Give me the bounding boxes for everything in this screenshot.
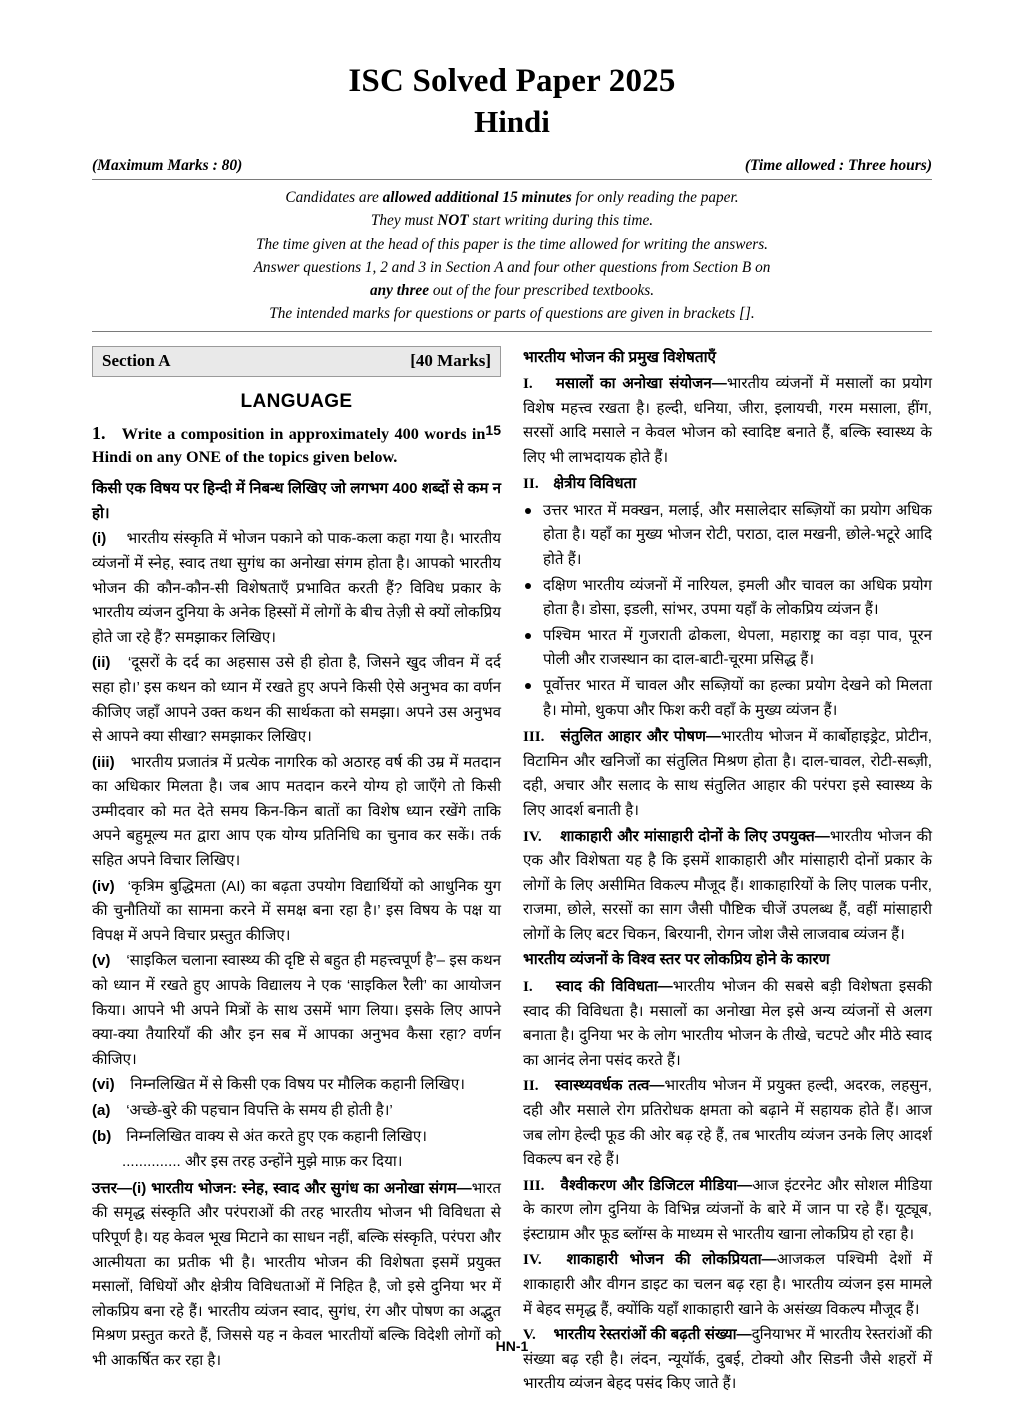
answer-intro-text: भारत की समृद्ध संस्कृति और परंपराओं की तरह भारतीय भोजन भी विविधता से परिपूर्ण है। यह केवल भूख मिटाने का साधन नहीं, बल्कि संस्कृति, परंपरा और आत्मीयता का प्रतीक भी है। भारतीय भोजन की विशेषता इसमें प्रयुक्त मसालों, विधियों और क्षेत्रीय विविधताओं में निहित है, जो इसे दुनिया भर में लोकप्रिय बना रहे हैं। भारतीय व्यंजन स्वाद, सुगंध, रंग और पोषण का अद्भुत मिश्रण प्रस्तुत करते हैं, जिससे यह न केवल भारतीयों बल्कि विदेशी लोगों को भी आकर्षित कर रहा है। xyxy=(92,1179,501,1369)
question-1-marks: 15 xyxy=(485,421,501,438)
instruction-line-2: They must NOT start writing during this time. xyxy=(370,212,654,230)
reason-point-4 xyxy=(523,1248,932,1322)
left-column xyxy=(92,346,501,1374)
right-column xyxy=(523,346,932,1398)
feature-dash-1: — xyxy=(711,375,727,393)
topic-text-ii: ‘दूसरों के दर्द का अहसास उसे ही होता है, जिसने खुद जीवन में दर्द सहा हो।’ इस कथन को ध्यान में रखते हुए अपने किसी ऐसे अनुभव का वर्णन कीजिए जहाँ आपने उक्त कथन की सार्थकता को समझा। अपने उस अनुभव से आपने क्या सीखा? समझाकर लिखिए। xyxy=(92,654,501,746)
time-allowed-label: (Time allowed : Three hours) xyxy=(744,157,932,175)
regional-title: क्षेत्रीय विविधता xyxy=(553,475,637,493)
sub-topic-item-b xyxy=(92,1125,501,1150)
sub-topic-text-b: निम्नलिखित वाक्य से अंत करते हुए एक कहानी लिखिए। xyxy=(126,1127,427,1145)
section-marks: [40 Marks] xyxy=(410,350,491,370)
regional-number: II. xyxy=(523,475,539,493)
feature-text-3: भारतीय भोजन में कार्बोहाइड्रेट, प्रोटीन, विटामिन और खनिजों का संतुलित मिश्रण होता है। दाल-चावल, रोटी-सब्ज़ी, दही, अचार और सलाद के साथ संतुलित आहार की परंपरा इसे स्वास्थ्य के लिए आदर्श बनाती है। xyxy=(523,728,932,819)
topic-label-iv: (iv) xyxy=(92,877,115,895)
section-a-bar xyxy=(92,346,501,377)
topic-item-iv xyxy=(92,875,501,949)
question-1-number: 1. xyxy=(92,422,106,443)
answer-title-dash: — xyxy=(456,1179,472,1197)
feature-bold-3: संतुलित आहार और पोषण xyxy=(560,728,706,746)
topic-item-ii xyxy=(92,651,501,749)
feature-text-4: भारतीय भोजन की एक और विशेषता यह है कि इसमें शाकाहारी और मांसाहारी दोनों प्रकार के लोगों के लिए असीमित विकल्प मौजूद हैं। शाकाहारियों के लिए पालक पनीर, राजमा, छोले, सरसों का साग जैसी पौष्टिक चीजें उपलब्ध हैं, वहीं मांसाहारी लोगों के लिए बटर चिकन, बिरयानी, रोगन जोश जैसे लाजवाब व्यंजन हैं। xyxy=(523,827,932,943)
question-1-english: Write a composition in approximately 400 words in Hindi on any ONE of the topics given below. xyxy=(92,424,486,467)
topic-label-i: (i) xyxy=(92,530,107,548)
feature-dash-3: — xyxy=(705,728,721,746)
section-label: Section A xyxy=(102,350,171,370)
reason-number-1: I. xyxy=(523,978,533,995)
topic-text-iv: ‘कृत्रिम बुद्धिमता (AI) का बढ़ता उपयोग विद्यार्थियों को आधुनिक युग की चुनौतियों का सामना करने में समक्ष बना रहा है।’ इस विषय के पक्ष या विपक्ष में अपने विचार प्रस्तुत कीजिए। xyxy=(92,877,501,944)
page-title: ISC Solved Paper 2025 xyxy=(348,63,676,99)
popularity-heading: भारतीय व्यंजनों के विश्व स्तर पर लोकप्रिय होने के कारण xyxy=(523,951,830,969)
topic-item-vi xyxy=(92,1073,501,1098)
reason-point-1 xyxy=(523,975,932,1073)
header-divider-top xyxy=(92,179,932,180)
topic-label-vi: (vi) xyxy=(92,1076,115,1094)
feature-bold-4: शाकाहारी और मांसाहारी दोनों के लिए उपयुक्त xyxy=(560,827,815,845)
reason-dash-4: — xyxy=(761,1251,777,1269)
topic-label-iii: (iii) xyxy=(92,753,115,771)
topic-item-v xyxy=(92,949,501,1072)
page-header xyxy=(0,0,1024,332)
feature-number-3: III. xyxy=(523,729,545,746)
page-footer xyxy=(0,1338,1024,1354)
answer-title: भारतीय भोजन: स्नेह, स्वाद और सुगंध का अनोखा संगम xyxy=(151,1179,457,1197)
instruction-line-1: Candidates are allowed additional 15 minutes for only reading the paper. xyxy=(285,189,739,207)
topic-text-vi: निम्नलिखित में से किसी एक विषय पर मौलिक कहानी लिखिए। xyxy=(130,1076,465,1094)
list-item: उत्तर भारत में मक्खन, मलाई, और मसालेदार सब्ज़ियों का प्रयोग अधिक होता है। यहाँ का मुख्य भोजन रोटी, पराठा, दाल मखनी, छोले-भटूरे आदि होते हैं। xyxy=(523,499,932,573)
features-heading: भारतीय भोजन की प्रमुख विशेषताएँ xyxy=(523,348,717,366)
reason-number-3: III. xyxy=(523,1177,545,1194)
list-item: पूर्वोत्तर भारत में चावल और सब्ज़ियों का हल्का प्रयोग देखने को मिलता है। मोमो, थुकपा और फिश करी वहाँ के मुख्य व्यंजन हैं। xyxy=(523,674,932,723)
question-1-prompt xyxy=(92,421,501,470)
reason-number-5: V. xyxy=(523,1327,536,1344)
feature-point-1 xyxy=(523,372,932,470)
maximum-marks-label: (Maximum Marks : 80) xyxy=(92,157,243,175)
feature-dash-4: — xyxy=(814,827,830,845)
reason-bold-4: शाकाहारी भोजन की लोकप्रियता xyxy=(566,1251,762,1269)
topic-label-v: (v) xyxy=(92,952,111,970)
topic-text-iii: भारतीय प्रजातंत्र में प्रत्येक नागरिक को अठारह वर्ष की उम्र में मतदान का अधिकार मिलता है। जब आप मतदान करने योग्य हो जाएँगे तो किसी उम्मीदवार को मत देते समय किन-किन बातों का विशेष ध्यान रखेंगे ताकि अपने बहुमूल्य मत द्वारा आप एक योग्य प्रतिनिधि का चुनाव कर सकें। तर्क सहित अपने विचार लिखिए। xyxy=(92,753,501,870)
reason-text-1: भारतीय भोजन की सबसे बड़ी विशेषता इसकी स्वाद की विविधता है। मसालों का अनोखा मेल इसे अन्य व्यंजनों से अलग बनाता है। दुनिया भर के लोग भारतीय भोजन के तीखे, चटपटे और मीठे स्वाद का आनंद लेना पसंद करते हैं। xyxy=(523,977,932,1069)
sub-topic-b-ending-line: .............. और इस तरह उन्होंने मुझे माफ़ कर दिया। xyxy=(122,1153,403,1171)
reason-bold-1: स्वाद की विविधता xyxy=(555,977,658,995)
reason-number-2: II. xyxy=(523,1078,539,1095)
answer-prefix: उत्तर—(i) xyxy=(92,1179,147,1197)
topic-item-iii xyxy=(92,751,501,874)
feature-point-4 xyxy=(523,825,932,948)
feature-point-3 xyxy=(523,725,932,823)
sub-topic-text-a: ‘अच्छे-बुरे की पहचान विपत्ति के समय ही होती है।’ xyxy=(126,1102,393,1120)
instruction-line-3: The time given at the head of this paper is the time allowed for writing the answers. xyxy=(256,235,768,253)
reason-bold-3: वैश्वीकरण और डिजिटल मीडिया xyxy=(560,1176,738,1194)
feature-number-1: I. xyxy=(523,376,533,393)
language-heading: LANGUAGE xyxy=(240,390,353,412)
reason-bold-5: भारतीय रेस्तरांओं की बढ़ती संख्या xyxy=(553,1326,737,1344)
feature-text-1: भारतीय व्यंजनों में मसालों का प्रयोग विशेष महत्त्व रखता है। हल्दी, धनिया, जीरा, इलायची, गरम मसाला, हींग, सरसों आदि मसाले न केवल भोजन को स्वादिष्ट बनाते हैं, बल्कि स्वास्थ्य के लिए भी लाभदायक होते हैं। xyxy=(523,375,932,466)
reason-number-4: IV. xyxy=(523,1252,542,1269)
reason-dash-2: — xyxy=(649,1077,665,1095)
topic-text-i: भारतीय संस्कृति में भोजन पकाने को पाक-कला कहा गया है। भारतीय व्यंजनों में स्नेह, स्वाद तथा सुगंध का अनोखा संगम होता है। आपको भारतीय भोजन की कौन-कौन-सी विशेषताएँ प्रभावित करती हैं? विविध प्रकार के भारतीय व्यंजन दुनिया के अनेक हिस्सों में लोगों के बीच तेज़ी से क्यों लोकप्रिय होते जा रहे हैं? समझाकर लिखिए। xyxy=(92,530,502,646)
reason-text-2: भारतीय भोजन में प्रयुक्त हल्दी, अदरक, लहसुन, दही और मसाले रोग प्रतिरोधक क्षमता को बढ़ाने में सहायक होते हैं। आज जब लोग हेल्दी फूड की ओर बढ़ रहे हैं, तब भारतीय व्यंजन उनके लिए आदर्श विकल्प बन रहे हैं। xyxy=(523,1077,933,1169)
topic-item-i xyxy=(92,527,501,650)
reason-dash-3: — xyxy=(737,1176,753,1194)
instruction-line-6: The intended marks for questions or parts of questions are given in brackets []. xyxy=(269,305,755,323)
page-code: HN-1 xyxy=(495,1338,529,1354)
instruction-line-5: any three out of the four prescribed textbooks. xyxy=(369,282,655,300)
topic-label-ii: (ii) xyxy=(92,654,111,672)
two-column-body xyxy=(0,332,1024,1398)
regional-bullet-list xyxy=(523,499,932,723)
topic-text-v: ‘साइकिल चलाना स्वास्थ्य की दृष्टि से बहुत ही महत्त्वपूर्ण है’– इस कथन को ध्यान में रखते हुए आपके विद्यालय ने एक ‘साइकिल रैली’ का आयोजन किया। आपने भी अपने मित्रों के साथ उसमें भाग लिया। इसके लिए आपने क्या-क्या तैयारियाँ की और इन सब में आपका अनुभव कैसा रहा? वर्णन कीजिए। xyxy=(92,952,502,1068)
reason-text-5: दुनियाभर में भारतीय रेस्तरांओं की संख्या बढ़ रही है। लंदन, न्यूयॉर्क, दुबई, टोक्यो और सिडनी जैसे शहरों में भारतीय व्यंजन बेहद पसंद किए जाते हैं। xyxy=(523,1326,932,1393)
reason-text-3: आज इंटरनेट और सोशल मीडिया के कारण लोग दुनिया के विभिन्न व्यंजनों के बारे में जान पा रहे हैं। यूट्यूब, इंस्टाग्राम और फूड ब्लॉग्स के माध्यम से भारतीय खाना लोकप्रिय हो रहा है। xyxy=(523,1176,932,1243)
question-1-hindi: किसी एक विषय पर हिन्दी में निबन्ध लिखिए जो लगभग 400 शब्दों से कम न हो। xyxy=(92,480,501,522)
reason-dash-5: — xyxy=(736,1326,752,1344)
reason-text-4: आजकल पश्चिमी देशों में शाकाहारी और वीगन डाइट का चलन बढ़ रहा है। भारतीय व्यंजन इस मामले में बेहद समृद्ध हैं, क्योंकि यहाँ शाकाहारी खाने के असंख्य विकल्प मौजूद हैं। xyxy=(523,1251,932,1318)
reason-point-5 xyxy=(523,1323,932,1397)
subject-title: Hindi xyxy=(474,103,550,139)
sub-topic-item-a xyxy=(92,1099,501,1124)
instructions-block xyxy=(92,186,932,326)
list-item: दक्षिण भारतीय व्यंजनों में नारियल, इमली और चावल का अधिक प्रयोग होता है। डोसा, इडली, सांभर, उपमा यहाँ के लोकप्रिय व्यंजन हैं। xyxy=(523,574,932,623)
marks-time-row xyxy=(92,157,932,175)
reason-point-3 xyxy=(523,1174,932,1248)
reason-bold-2: स्वास्थ्यवर्धक तत्व xyxy=(554,1077,650,1095)
reason-point-2 xyxy=(523,1074,932,1172)
feature-bold-1: मसालों का अनोखा संयोजन xyxy=(555,375,712,393)
sub-topic-label-a: (a) xyxy=(92,1102,111,1120)
feature-number-4: IV. xyxy=(523,828,542,845)
instruction-line-4: Answer questions 1, 2 and 3 in Section A and four other questions from Section B on xyxy=(253,258,771,276)
list-item: पश्चिम भारत में गुजराती ढोकला, थेपला, महाराष्ट्र का वड़ा पाव, पूरन पोली और राजस्थान का दाल-बाटी-चूरमा प्रसिद्ध हैं। xyxy=(523,624,932,673)
reason-dash-1: — xyxy=(657,977,673,995)
regional-heading xyxy=(523,472,932,496)
sub-topic-label-b: (b) xyxy=(92,1127,112,1145)
